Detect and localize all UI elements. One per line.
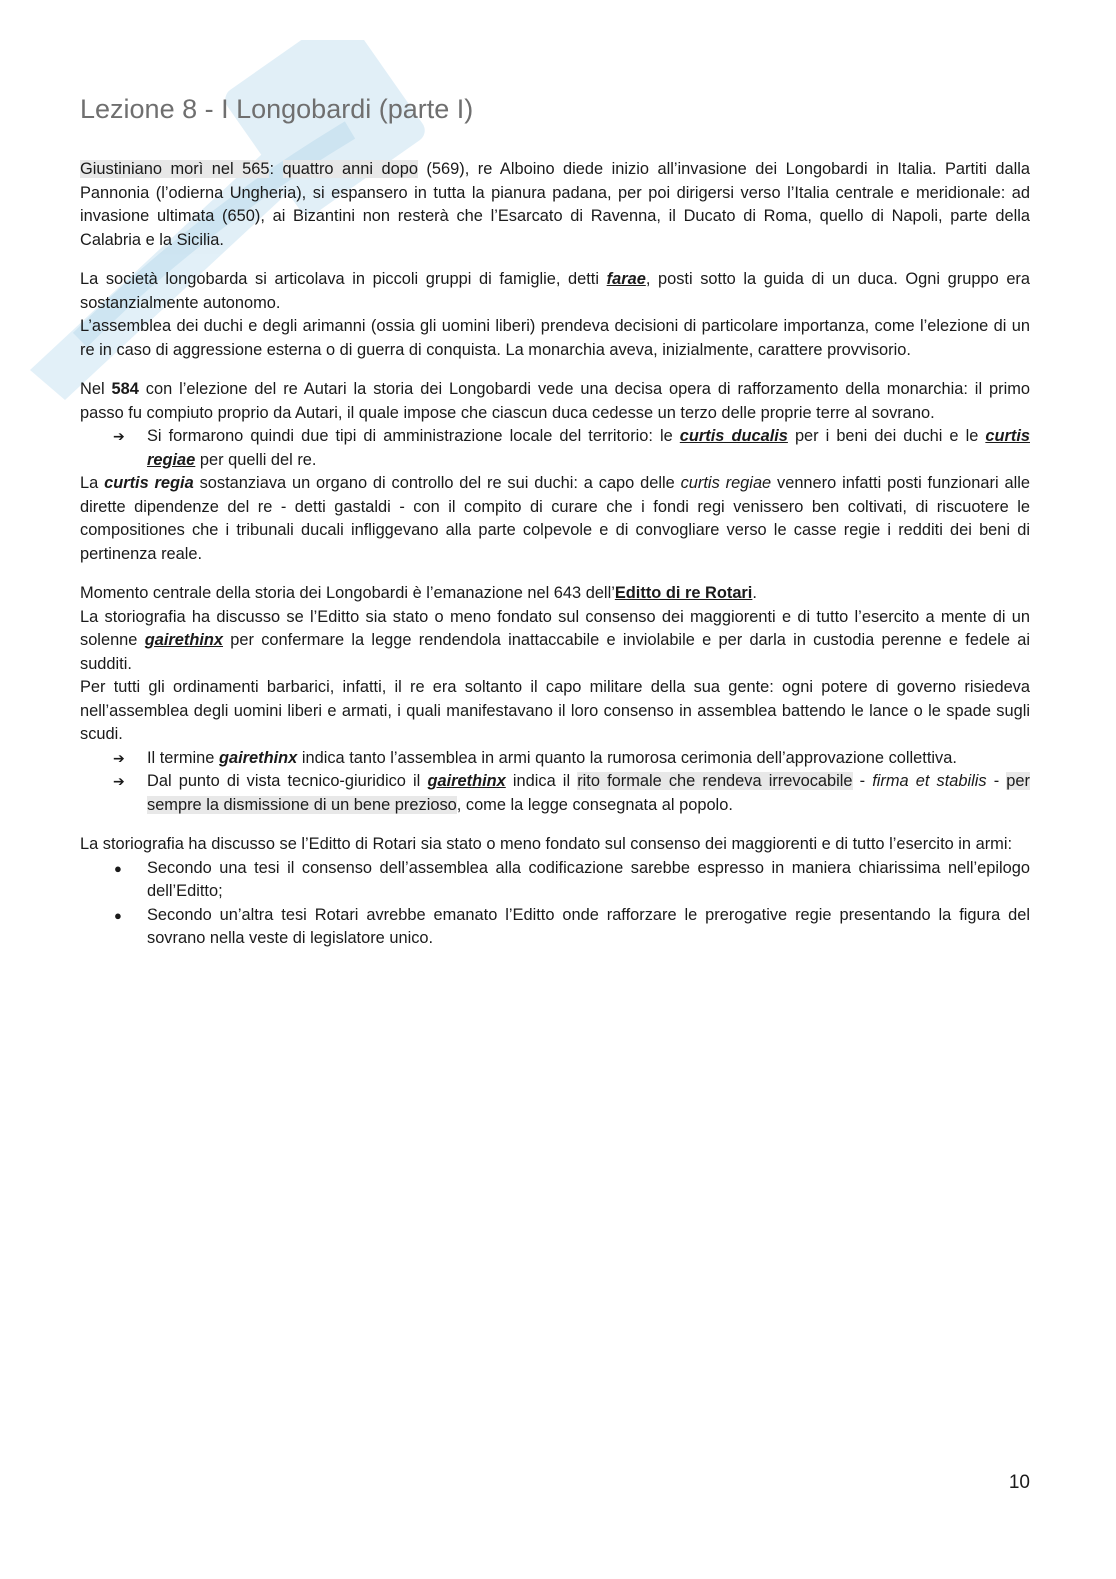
arrow-right-icon: ➔	[113, 773, 125, 789]
list-item: ➔ Il termine gairethinx indica tanto l’assemblea in armi quanto la rumorosa cerimonia dell’approvazione collettiva.	[80, 747, 1030, 771]
bullet-list-tesi	[80, 857, 1030, 951]
paragraph-storiografia: La storiografia ha discusso se l’Editto sia stato o meno fondato sul consenso dei maggiorenti e di tutto l’esercito a mente di un solenne gairethinx per confermare la legge rendendola inattaccabile e inviolabile e per darla in custodia perenne e fedele ai sudditi.	[80, 607, 1030, 673]
bullet-icon: ●	[114, 907, 122, 923]
paragraph-ordinamenti: Per tutti gli ordinamenti barbarici, infatti, il re era soltanto il capo militare della sua gente: ogni potere di governo risiedeva nell’assemblea degli uomini liberi e armati, i quali manifestavano il loro consenso in assemblea battendo le lance o le spade sugli scudi.	[80, 678, 1030, 743]
list-item: ➔ Dal punto di vista tecnico-giuridico il gairethinx indica il rito formale che rendeva irrevocabile - firma et stabilis - per sempre la dismissione di un bene prezioso, come la legge consegnata al popolo.	[113, 772, 1030, 814]
arrow-right-icon: ➔	[113, 428, 125, 444]
arrow-list-curtis	[80, 425, 1030, 472]
paragraph-assembly: L’assemblea dei duchi e degli arimanni (ossia gli uomini liberi) prendeva decisioni di particolare importanza, come l’elezione di un re in caso di aggressione esterna o di guerra di conquista. La monarchia aveva, inizialmente, carattere provvisorio.	[80, 317, 1030, 359]
page-title: Lezione 8 - I Longobardi (parte I)	[80, 94, 474, 124]
page-number: 10	[1008, 1472, 1030, 1493]
paragraph-curtis-regia: La curtis regia sostanziava un organo di controllo del re sui duchi: a capo delle curtis regiae vennero infatti posti funzionari alle dirette dipendenze del re - detti gastaldi - con il compito di curare che i fondi regi venissero ben coltivati, di riscuotere le compositiones che i tribunali ducali infliggevano alla parte colpevole e di convogliare verso le casse regie i redditi dei beni di pertinenza reale.	[80, 474, 1030, 563]
list-item: ● Secondo un’altra tesi Rotari avrebbe emanato l’Editto onde rafforzare le prerogative regie presentando la figura del sovrano nella veste di legislatore unico.	[114, 905, 1030, 947]
bullet-icon: ●	[114, 860, 122, 876]
paragraph-invasion: Giustiniano morì nel 565: quattro anni dopo (569), re Alboino diede inizio all’invasione dei Longobardi in Italia. Partiti dalla Pannonia (l’odierna Ungheria), si espansero in tutta la pianura padana, per poi dirigersi verso l’Italia centrale e meridionale: ad invasione ultimata (650), ai Bizantini non resterà che l’Esarcato di Ravenna, il Ducato di Roma, quello di Napoli, parte della Calabria e la Sicilia.	[80, 160, 1031, 249]
paragraph-society: La società longobarda si articolava in piccoli gruppi di famiglie, detti farae, posti sotto la guida di un duca. Ogni gruppo era sostanzialmente autonomo.	[80, 270, 1031, 312]
paragraph-autari: Nel 584 con l’elezione del re Autari la storia dei Longobardi vede una decisa opera di rafforzamento della monarchia: il primo passo fu compiuto proprio da Autari, il quale impose che ciascun duca cedesse un terzo delle proprie terre al sovrano.	[80, 380, 1030, 422]
document-page	[80, 92, 1030, 951]
list-item: ➔ Si formarono quindi due tipi di amministrazione locale del territorio: le curtis ducalis per i beni dei duchi e le curtis regiae per quelli del re.	[113, 427, 1030, 469]
paragraph-consenso: La storiografia ha discusso se l’Editto di Rotari sia stato o meno fondato sul consenso dei maggiorenti e di tutto l’esercito in armi:	[80, 835, 1013, 853]
arrow-list-gairethinx	[80, 747, 1030, 818]
arrow-right-icon: ➔	[113, 749, 125, 766]
list-item: ● Secondo una tesi il consenso dell’assemblea alla codificazione sarebbe espresso in maniera chiarissima nell’epilogo dell’Editto;	[114, 858, 1030, 900]
paragraph-editto: Momento centrale della storia dei Longobardi è l’emanazione nel 643 dell’Editto di re Rotari.	[80, 584, 757, 602]
